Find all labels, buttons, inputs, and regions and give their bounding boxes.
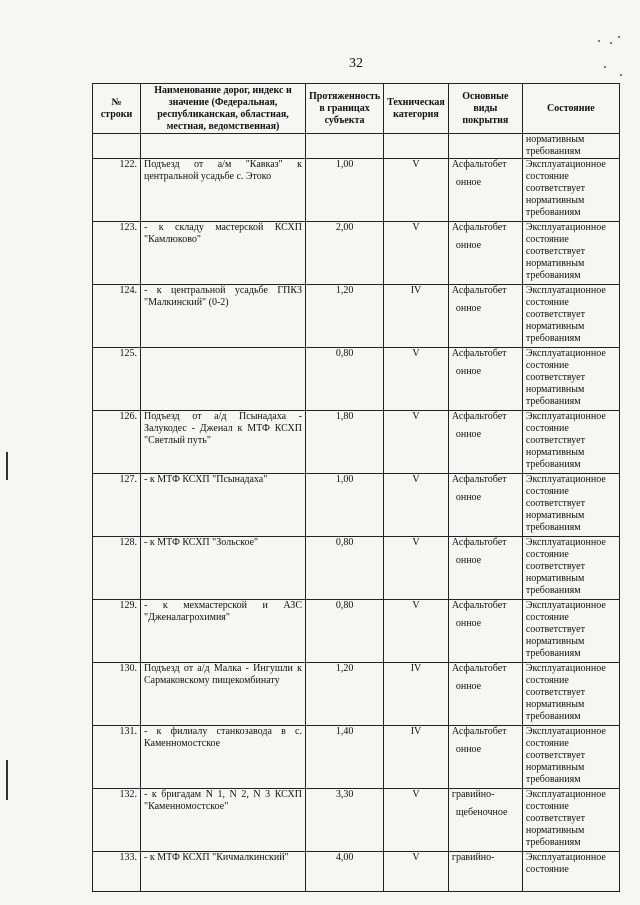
road-category: V [384,348,449,411]
road-state: Эксплуатационное состояние соответствует нормативным требованиям [522,348,619,411]
road-name: - к филиалу станкозавода в с. Каменномостское [141,726,306,789]
table-row [93,789,620,852]
surface-line-1: Асфальтобет [451,537,507,548]
road-name: - к МТФ КСХП "Псынадаха" [141,474,306,537]
header-surface: Основные виды покрытия [448,84,522,134]
surface-line-2: онное [455,177,482,188]
road-state: Эксплуатационное состояние [522,852,619,892]
road-state: Эксплуатационное состояние соответствует нормативным требованиям [522,222,619,285]
surface-line-2: онное [455,429,482,440]
road-name: - к МТФ КСХП "Кичмалкинский" [141,852,306,892]
road-category: V [384,600,449,663]
road-length: 1,40 [306,726,384,789]
road-category: IV [384,285,449,348]
road-state: Эксплуатационное состояние соответствует нормативным требованиям [522,411,619,474]
table-cell [384,134,449,159]
continuation-row [93,134,620,159]
surface-line-1: гравийно- [451,852,495,863]
header-category: Техническая категория [384,84,449,134]
road-state: Эксплуатационное состояние соответствует нормативным требованиям [522,789,619,852]
row-number: 131. [93,726,141,789]
surface-line-1: Асфальтобет [451,285,507,296]
surface-line-2: онное [455,744,482,755]
road-length: 2,00 [306,222,384,285]
row-number: 125. [93,348,141,411]
road-category: V [384,159,449,222]
road-name: - к МТФ КСХП "Зольское" [141,537,306,600]
road-state: Эксплуатационное состояние соответствует нормативным требованиям [522,537,619,600]
binding-mark [6,760,8,800]
road-surface [448,852,522,892]
header-num: № строки [93,84,141,134]
surface-line-2: онное [455,618,482,629]
road-category: V [384,474,449,537]
road-surface [448,537,522,600]
road-surface [448,222,522,285]
road-length: 1,20 [306,285,384,348]
road-name: Подъезд от а/д Псынадаха - Залукодес - Дженал к МТФ КСХП "Светлый путь" [141,411,306,474]
surface-line-2: онное [455,303,482,314]
road-state: Эксплуатационное состояние соответствует нормативным требованиям [522,726,619,789]
row-number: 123. [93,222,141,285]
surface-line-2: щебеночное [455,807,508,818]
table-row [93,222,620,285]
surface-line-1: Асфальтобет [451,726,507,737]
binding-mark [6,452,8,480]
road-state: Эксплуатационное состояние соответствует нормативным требованиям [522,285,619,348]
road-name: - к бригадам N 1, N 2, N 3 КСХП "Каменномостское" [141,789,306,852]
row-number: 126. [93,411,141,474]
row-number: 133. [93,852,141,892]
surface-line-1: Асфальтобет [451,411,507,422]
road-surface [448,663,522,726]
table-row [93,537,620,600]
road-category: V [384,222,449,285]
road-length: 1,80 [306,411,384,474]
road-length: 1,00 [306,159,384,222]
surface-line-1: Асфальтобет [451,159,507,170]
road-surface [448,474,522,537]
table-row [93,159,620,222]
header-state: Состояние [522,84,619,134]
road-length: 1,20 [306,663,384,726]
header-name: Наименование дорог, индекс и значение (Федеральная, республиканская, областная, местная, ведомственная) [141,84,306,134]
road-name: Подъезд от а/д Малка - Ингушли к Сармаковскому пищекомбинату [141,663,306,726]
table-cell [141,134,306,159]
surface-line-1: Асфальтобет [451,222,507,233]
road-surface [448,159,522,222]
road-surface [448,726,522,789]
table-row [93,663,620,726]
road-name [141,348,306,411]
road-length: 3,30 [306,789,384,852]
surface-line-2: онное [455,240,482,251]
road-name: - к центральной усадьбе ГПКЗ "Малкинский" (0-2) [141,285,306,348]
row-number: 129. [93,600,141,663]
table-row [93,726,620,789]
surface-line-2: онное [455,681,482,692]
road-category: V [384,789,449,852]
road-length: 4,00 [306,852,384,892]
table-row [93,285,620,348]
road-name: - к мехмастерской и АЗС "Дженалагрохимия" [141,600,306,663]
road-surface [448,411,522,474]
row-number: 130. [93,663,141,726]
road-state: Эксплуатационное состояние соответствует нормативным требованиям [522,474,619,537]
row-number: 132. [93,789,141,852]
header-length: Протяженность в границах субъекта [306,84,384,134]
road-state: Эксплуатационное состояние соответствует нормативным требованиям [522,159,619,222]
surface-line-2: онное [455,492,482,503]
road-name: - к складу мастерской КСХП "Камлюково" [141,222,306,285]
continuation-state: нормативным требованиям [522,134,619,159]
road-length: 0,80 [306,348,384,411]
table-row [93,600,620,663]
road-surface [448,600,522,663]
road-surface [448,789,522,852]
road-category: IV [384,726,449,789]
surface-line-1: Асфальтобет [451,348,507,359]
roads-table [92,83,620,892]
surface-line-1: Асфальтобет [451,600,507,611]
road-state: Эксплуатационное состояние соответствует нормативным требованиям [522,663,619,726]
table-cell [306,134,384,159]
row-number: 128. [93,537,141,600]
margin-dots [592,40,622,80]
surface-line-1: гравийно- [451,789,495,800]
table-cell [448,134,522,159]
surface-line-1: Асфальтобет [451,663,507,674]
table-cell [93,134,141,159]
row-number: 124. [93,285,141,348]
road-length: 1,00 [306,474,384,537]
surface-line-2: онное [455,366,482,377]
road-category: V [384,411,449,474]
road-category: V [384,537,449,600]
road-surface [448,348,522,411]
header-row [93,84,620,134]
surface-line-1: Асфальтобет [451,474,507,485]
road-category: V [384,852,449,892]
row-number: 127. [93,474,141,537]
road-name: Подъезд от а/м "Кавказ" к центральной усадьбе с. Этоко [141,159,306,222]
table-row [93,474,620,537]
road-state: Эксплуатационное состояние соответствует нормативным требованиям [522,600,619,663]
road-length: 0,80 [306,537,384,600]
surface-line-2: онное [455,555,482,566]
table-row [93,852,620,892]
road-length: 0,80 [306,600,384,663]
table-row [93,348,620,411]
road-category: IV [384,663,449,726]
row-number: 122. [93,159,141,222]
table-row [93,411,620,474]
page-number: 32 [349,56,363,71]
road-surface [448,285,522,348]
